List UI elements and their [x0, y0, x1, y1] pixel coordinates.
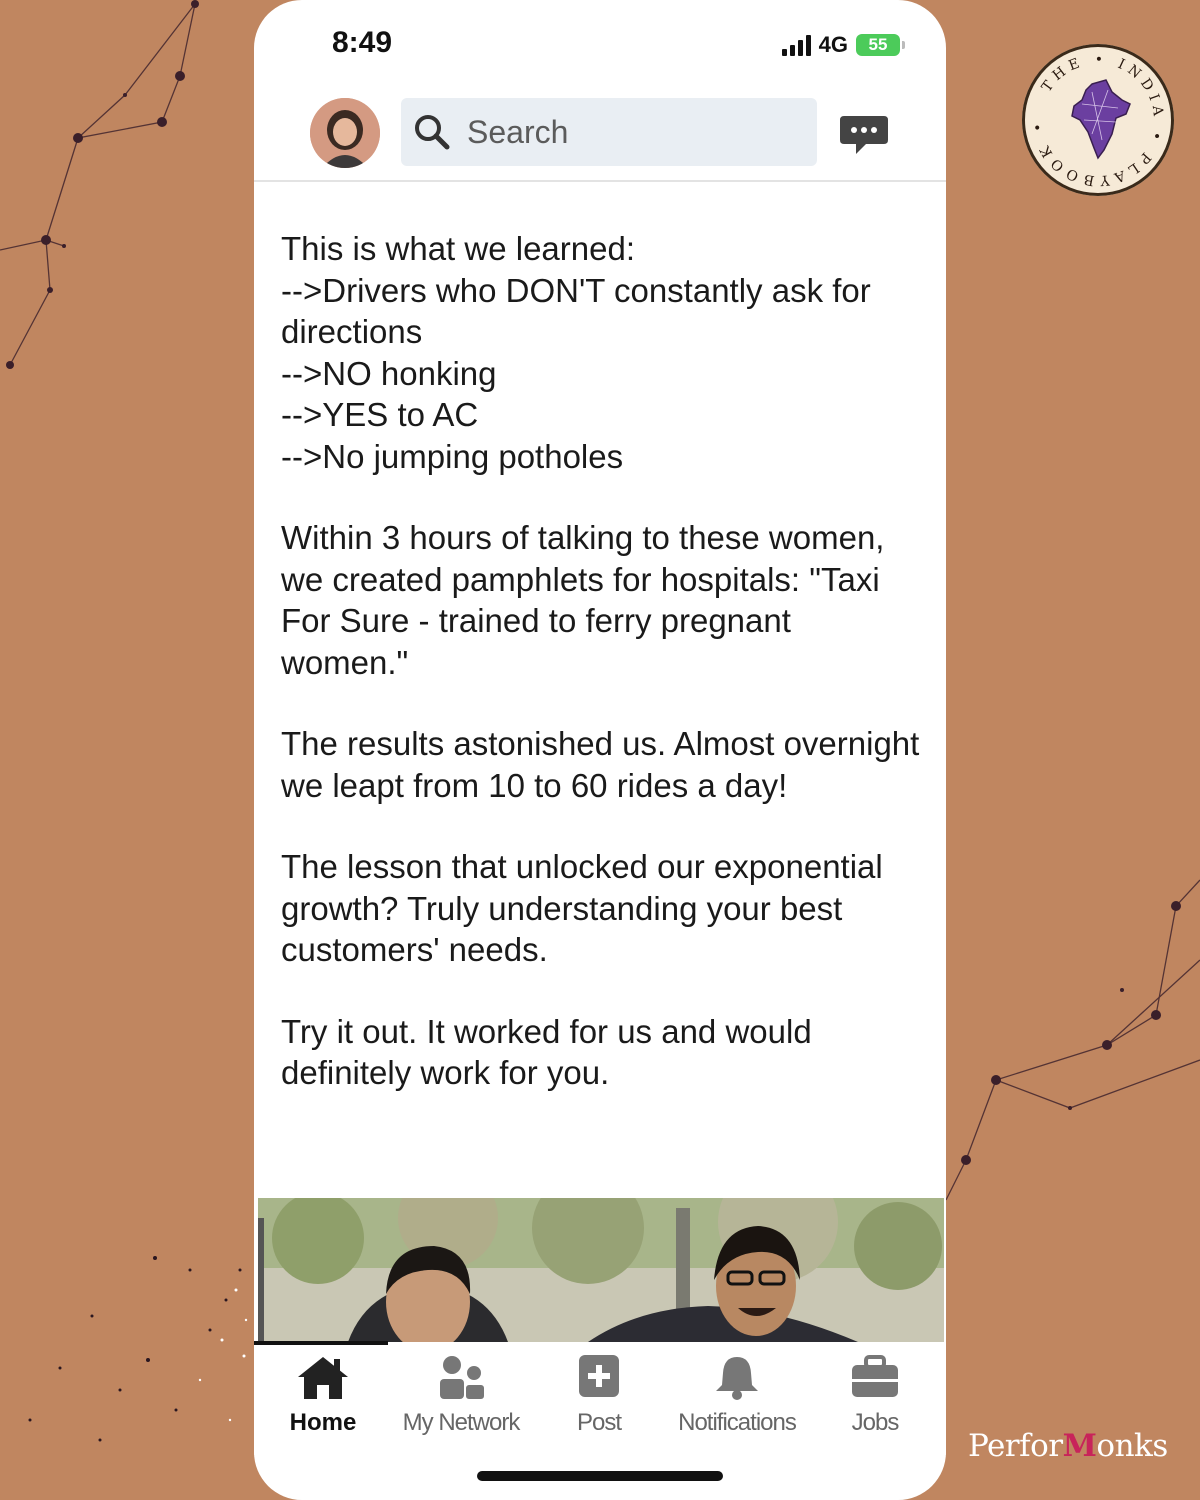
network-type: 4G: [818, 32, 848, 57]
paragraph-spacer: [281, 971, 921, 1011]
india-playbook-logo: [1022, 44, 1174, 196]
tab-notifications-label: Notifications: [678, 1409, 796, 1436]
briefcase-icon: [848, 1353, 902, 1401]
paragraph-spacer: [281, 806, 921, 846]
brand-suffix: onks: [1096, 1428, 1168, 1464]
tab-home-label: Home: [289, 1409, 357, 1436]
battery-level: 55: [868, 35, 888, 54]
brand-prefix: Perfor: [968, 1428, 1063, 1464]
avatar-image: [310, 98, 380, 168]
svg-text:THE • INDIA • PLAYBOOK •: THE • INDIA • PLAYBOOK •: [1029, 51, 1167, 189]
battery-icon: [856, 34, 900, 56]
brand-accent: M: [1062, 1428, 1097, 1464]
tab-my-network[interactable]: [392, 1345, 530, 1455]
search-input[interactable]: [401, 98, 817, 166]
phone-screen: [254, 0, 946, 1500]
bottom-nav: [254, 1345, 946, 1455]
top-bar: [254, 92, 946, 182]
post-text-line: Try it out. It worked for us and would definitely work for you.: [281, 1012, 812, 1091]
status-indicators: [782, 32, 900, 58]
post-text-line: The results astonished us. Almost overnight we leapt from 10 to 60 rides a day!: [281, 725, 920, 804]
post-text-line: -->YES to AC: [281, 396, 479, 433]
tab-post-label: Post: [576, 1409, 622, 1436]
home-icon: [296, 1353, 350, 1401]
status-time: 8:49: [332, 26, 393, 59]
search-placeholder: Search: [467, 113, 569, 150]
post-text-line: -->Drivers who DON'T constantly ask for directions: [281, 271, 871, 350]
message-icon[interactable]: [838, 112, 890, 156]
photo-image: [258, 1198, 944, 1342]
home-indicator: [477, 1471, 723, 1481]
tab-jobs-label: Jobs: [851, 1409, 899, 1436]
tab-post[interactable]: [530, 1345, 668, 1455]
paragraph-spacer: [281, 683, 921, 723]
signal-icon: [782, 34, 811, 56]
post-text-line: The lesson that unlocked our exponential growth? Truly understanding your best customers' needs.: [281, 848, 883, 968]
tab-my-network-label: My Network: [402, 1409, 520, 1436]
avatar[interactable]: [310, 98, 380, 168]
paragraph-spacer: [281, 477, 921, 517]
post-body: [281, 228, 921, 1094]
tab-home[interactable]: [254, 1345, 392, 1455]
post-text-line: -->No jumping potholes: [281, 437, 624, 475]
tab-jobs[interactable]: [806, 1345, 944, 1455]
post-icon: [572, 1353, 626, 1401]
post-text-line: This is what we learned:: [281, 230, 635, 267]
post-text-line: -->NO honking: [281, 354, 497, 392]
post-text-line: Within 3 hours of talking to these women, we created pamphlets for hospitals: "Taxi For Sure - trained to ferry pregnant women.": [281, 519, 885, 681]
post-photo[interactable]: [258, 1198, 944, 1342]
search-icon: [411, 111, 453, 153]
network-icon: [434, 1353, 488, 1401]
bell-icon: [710, 1353, 764, 1401]
india-map-icon: [1022, 44, 1174, 196]
tab-notifications[interactable]: [668, 1345, 806, 1455]
performonks-logo: [968, 1428, 1168, 1464]
